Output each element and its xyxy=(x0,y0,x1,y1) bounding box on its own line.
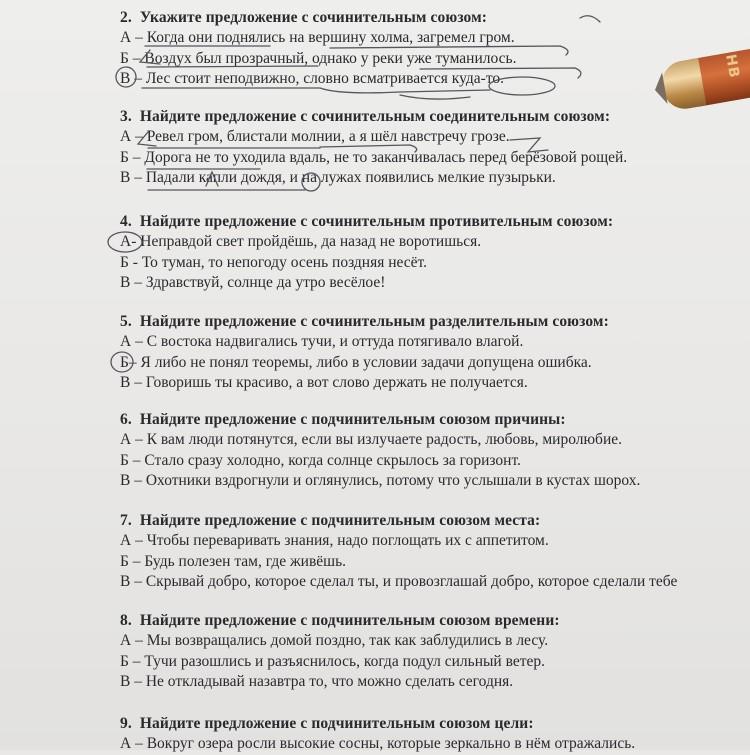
answer-option: Б – Будь полезен там, где живёшь. xyxy=(120,552,347,570)
answer-option: В – Скрывай добро, которое сделал ты, и провозглашай добро, которое сделали тебе xyxy=(120,573,678,590)
answer-option: В – Здравствуй, солнце да утро весёлое! xyxy=(120,274,386,291)
question-title: 8. Найдите предложение с подчинительным союзом времени: xyxy=(120,612,560,629)
underline-mark xyxy=(320,145,417,152)
answer-circle xyxy=(108,232,142,252)
answer-option: В – Говоришь ты красиво, а вот слово держать не получается. xyxy=(120,374,528,391)
answer-option: А- Неправдой свет пройдёшь, да назад не воротишься. xyxy=(120,233,482,250)
underline-mark xyxy=(330,46,568,55)
answer-option: В – Охотники вздрогнули и оглянулись, потому что услышали в кустах шорох. xyxy=(120,472,641,489)
bracket-mark xyxy=(138,132,156,146)
question-title: 4. Найдите предложение с сочинительным противительным союзом: xyxy=(120,213,614,230)
answer-option: А – Когда они поднялись на вершину холма, загремел гром. xyxy=(120,29,515,46)
answer-option: Б – Воздух был прозрачный, однако у реки уже туманилось. xyxy=(120,49,517,67)
word-circle xyxy=(489,77,555,95)
bracket-mark xyxy=(140,50,160,64)
answer-option: А – Вокруг озера росли высокие сосны, которые зеркально в нём отражались. xyxy=(120,735,636,752)
answer-option: Б - То туман, то непогоду осень поздняя несёт. xyxy=(120,253,428,271)
question-title: 5. Найдите предложение с сочинительным разделительным союзом: xyxy=(120,313,609,330)
question-title: 2. Укажите предложение с сочинительным союзом: xyxy=(120,9,488,26)
answer-option: Б – Тучи разошлись и разъяснилось, когда подул сильный ветер. xyxy=(120,652,545,670)
answer-option: В – Падали капли дождя, и на лужах появились мелкие пузырьки. xyxy=(120,169,556,186)
word-circle xyxy=(302,173,320,191)
answer-circle xyxy=(111,352,133,372)
answer-option: А – Чтобы переваривать знания, надо поглощать их с аппетитом. xyxy=(120,532,549,549)
underline-mark xyxy=(420,68,581,78)
answer-option: Б – Дорога не то уходила вдаль, не то заканчивалась перед берёзовой рощей. xyxy=(120,148,628,166)
question-title: 7. Найдите предложение с подчинительным союзом места: xyxy=(120,512,541,529)
underline-mark xyxy=(206,172,218,186)
answer-option: В – Не откладывай назавтра то, что можно сделать сегодня. xyxy=(120,673,514,690)
question-title: 9. Найдите предложение с подчинительным союзом цели: xyxy=(120,715,534,732)
answer-option: В – Лес стоит неподвижно, словно всматривается куда-то. xyxy=(120,70,505,87)
answer-circle xyxy=(116,67,136,87)
scribble-mark xyxy=(580,16,600,22)
answer-option: А – Ревел гром, блистали молнии, а я шёл навстречу грозе. xyxy=(120,128,510,145)
answer-option: Б – Стало сразу холодно, когда солнце скрылось за горизонт. xyxy=(120,451,521,469)
answer-option: А – К вам люди потянутся, если вы излучаете радость, любовь, миролюбие. xyxy=(120,431,622,448)
pencil-label: HB xyxy=(722,53,743,80)
underline-mark xyxy=(400,95,470,99)
bracket-mark xyxy=(510,138,548,152)
underline-mark xyxy=(147,66,318,67)
answer-option: Б– Я либо не понял теоремы, либо в условии задачи допущена ошибка. xyxy=(120,353,592,371)
question-title: 6. Найдите предложение с подчинительным союзом причины: xyxy=(120,411,566,428)
underline-mark xyxy=(142,88,490,93)
answer-option: А – С востока надвигались тучи, и оттуда потягивало влагой. xyxy=(120,333,524,350)
question-title: 3. Найдите предложение с сочинительным соединительным союзом: xyxy=(120,108,611,125)
answer-option: А – Мы возвращались домой поздно, так как заблудились в лесу. xyxy=(120,632,549,649)
